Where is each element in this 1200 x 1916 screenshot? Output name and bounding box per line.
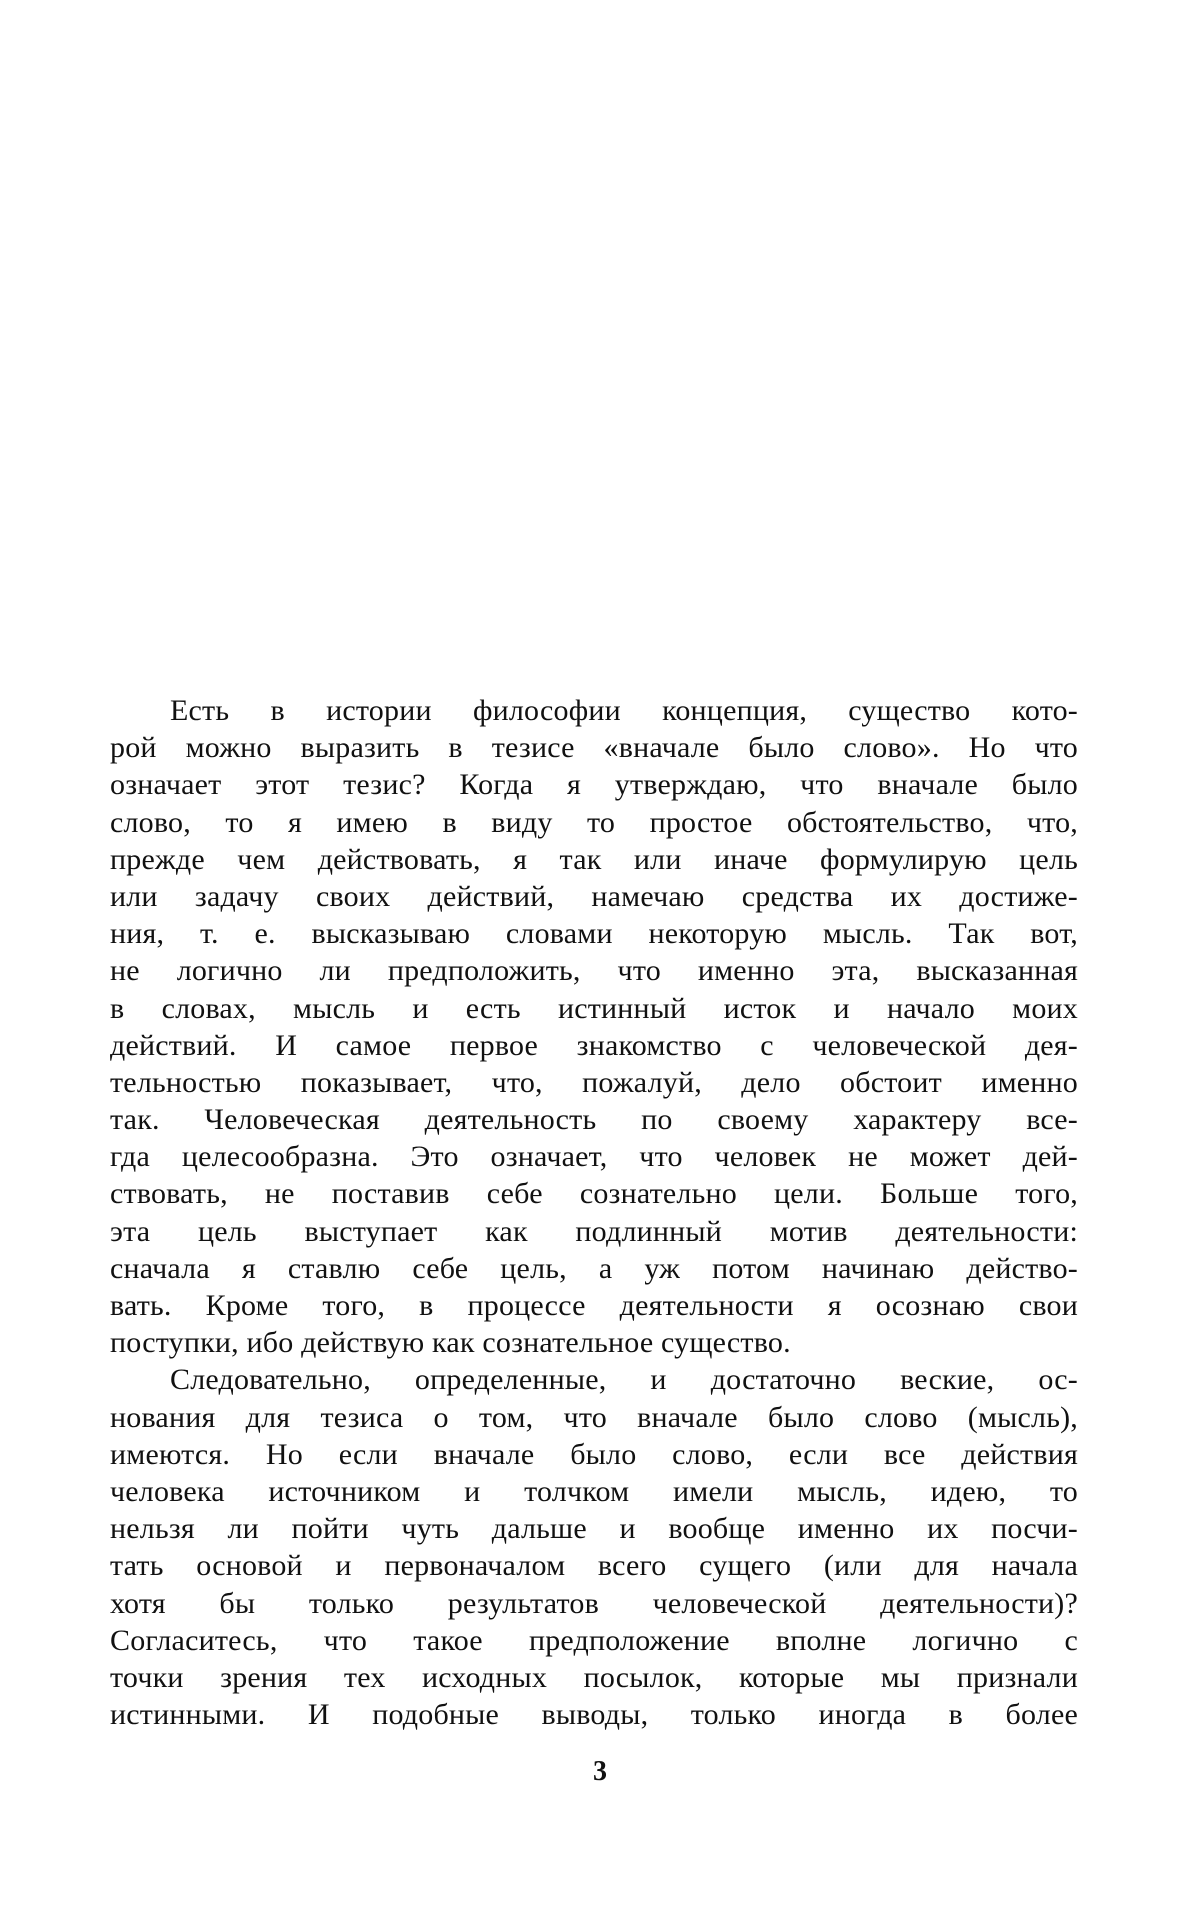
text-line: Следовательно, определенные, и достаточно веские, ос- — [170, 1363, 1078, 1397]
text-line: не логично ли предположить, что именно эта, высказанная — [110, 954, 1078, 988]
text-line: эта цель выступает как подлинный мотив деятельности: — [110, 1214, 1078, 1248]
text-line: означает этот тезис? Когда я утверждаю, что вначале было — [110, 768, 1078, 802]
text-line: точки зрения тех исходных посылок, которые мы признали — [110, 1660, 1078, 1694]
text-line: имеются. Но если вначале было слово, если все действия — [110, 1437, 1078, 1471]
text-line: хотя бы только результатов человеческой деятельности)? — [110, 1586, 1078, 1620]
text-line: тельностью показывает, что, пожалуй, дело обстоит именно — [110, 1065, 1078, 1099]
text-line: Есть в истории философии концепция, существо кото- — [170, 694, 1078, 727]
text-line: или задачу своих действий, намечаю средства их достиже- — [110, 879, 1078, 913]
page-number: 3 — [593, 1756, 607, 1787]
body-text — [110, 692, 1078, 1733]
text-line: истинными. И подобные выводы, только иногда в более — [110, 1698, 1078, 1732]
paragraph-2 — [110, 1361, 1078, 1733]
text-line: ствовать, не поставив себе сознательно цели. Больше того, — [110, 1177, 1078, 1211]
text-line: человека источником и толчком имели мысль, идею, то — [110, 1474, 1078, 1508]
text-line: Согласитесь, что такое предположение вполне логично с — [110, 1623, 1078, 1657]
text-line: сначала я ставлю себе цель, а уж потом начинаю действо- — [110, 1251, 1078, 1285]
text-line: тать основой и первоначалом всего сущего (или для начала — [110, 1549, 1078, 1583]
text-line: действий. И самое первое знакомство с человеческой дея- — [110, 1028, 1078, 1062]
text-line: слово, то я имею в виду то простое обстоятельство, что, — [110, 805, 1078, 839]
paragraph-1 — [110, 692, 1078, 1361]
text-line: поступки, ибо действую как сознательное существо. — [110, 1326, 791, 1360]
text-line: так. Человеческая деятельность по своему характеру все- — [110, 1103, 1078, 1137]
text-line: в словах, мысль и есть истинный исток и начало моих — [110, 991, 1078, 1025]
text-line: гда целесообразна. Это означает, что человек не может дей- — [110, 1140, 1078, 1174]
text-line: ния, т. е. высказываю словами некоторую мысль. Так вот, — [110, 917, 1078, 951]
text-line: прежде чем действовать, я так или иначе формулирую цель — [110, 842, 1078, 876]
text-line: нельзя ли пойти чуть дальше и вообще именно их посчи- — [110, 1512, 1078, 1546]
text-line: нования для тезиса о том, что вначале было слово (мысль), — [110, 1400, 1078, 1434]
text-line: рой можно выразить в тезисе «вначале было слово». Но что — [110, 731, 1078, 765]
text-line: вать. Кроме того, в процессе деятельности я осознаю свои — [110, 1289, 1078, 1322]
